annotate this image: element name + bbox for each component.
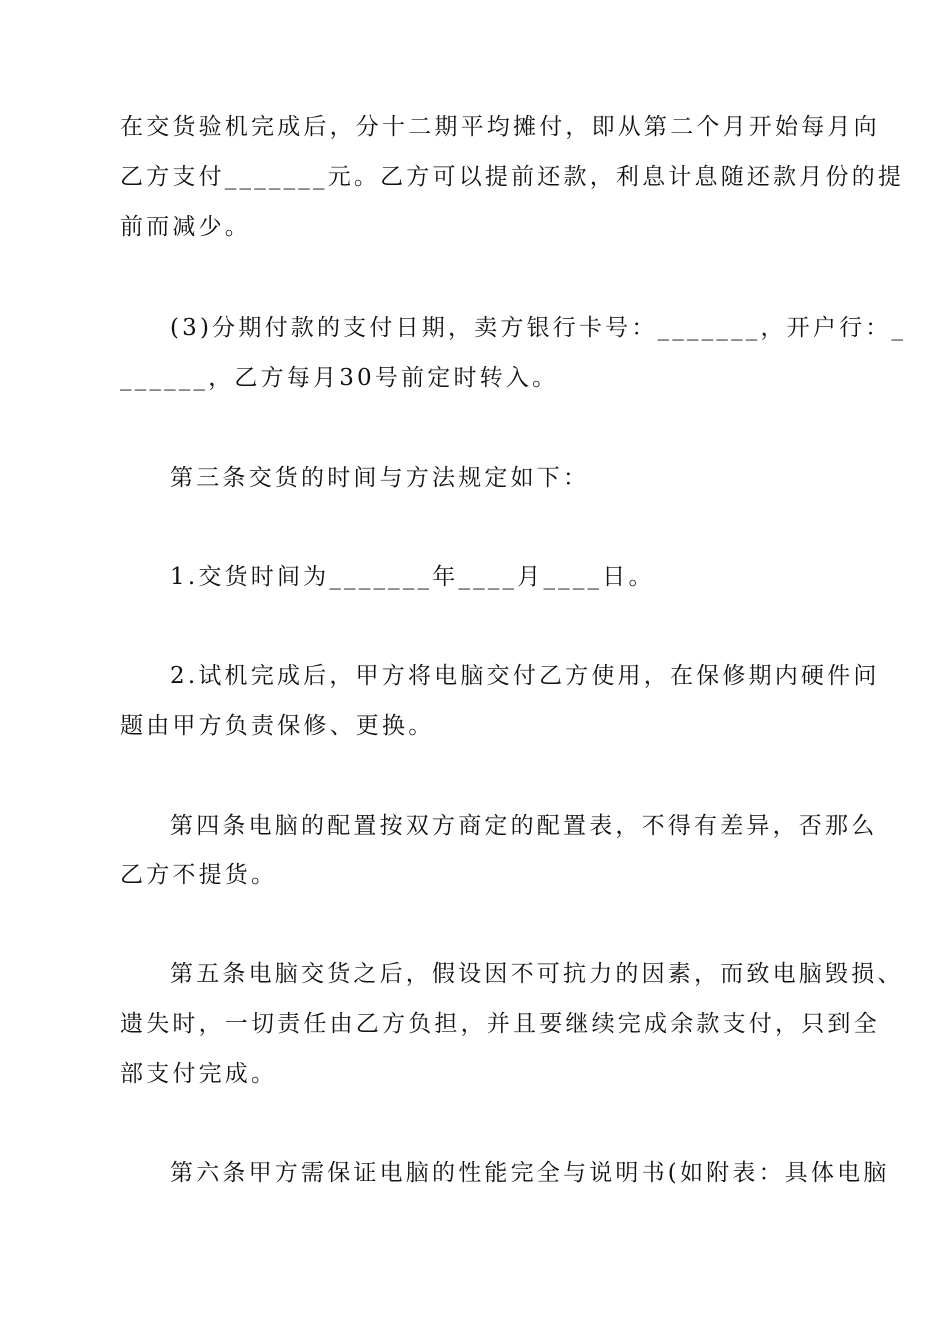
paragraph-line: 2.试机完成后，甲方将电脑交付乙方使用，在保修期内硬件问 <box>170 663 880 689</box>
paragraph-line: 部支付完成。 <box>120 1061 278 1087</box>
paragraph-line: 题由甲方负责保修、更换。 <box>120 713 435 739</box>
paragraph-line: ______，乙方每月30号前定时转入。 <box>120 365 559 391</box>
paragraph-line: 前而减少。 <box>120 214 251 240</box>
article-heading: 第三条交货的时间与方法规定如下： <box>170 465 590 491</box>
paragraph-line: 第五条电脑交货之后，假设因不可抗力的因素，而致电脑毁损、 <box>170 961 904 987</box>
paragraph-line: (3)分期付款的支付日期，卖方银行卡号：_______，开户行：_ <box>170 315 907 341</box>
paragraph-line: 在交货验机完成后，分十二期平均摊付，即从第二个月开始每月向 <box>120 114 880 140</box>
paragraph-line: 遗失时，一切责任由乙方负担，并且要继续完成余款支付，只到全 <box>120 1011 880 1037</box>
paragraph-line: 1.交货时间为_______年____月____日。 <box>170 564 655 590</box>
paragraph-line: 第六条甲方需保证电脑的性能完全与说明书(如附表：具体电脑 <box>170 1160 890 1186</box>
paragraph-line: 第四条电脑的配置按双方商定的配置表，不得有差异，否那么 <box>170 813 878 839</box>
paragraph-line: 乙方支付_______元。乙方可以提前还款，利息计息随还款月份的提 <box>120 164 905 190</box>
paragraph-line: 乙方不提货。 <box>120 862 278 888</box>
